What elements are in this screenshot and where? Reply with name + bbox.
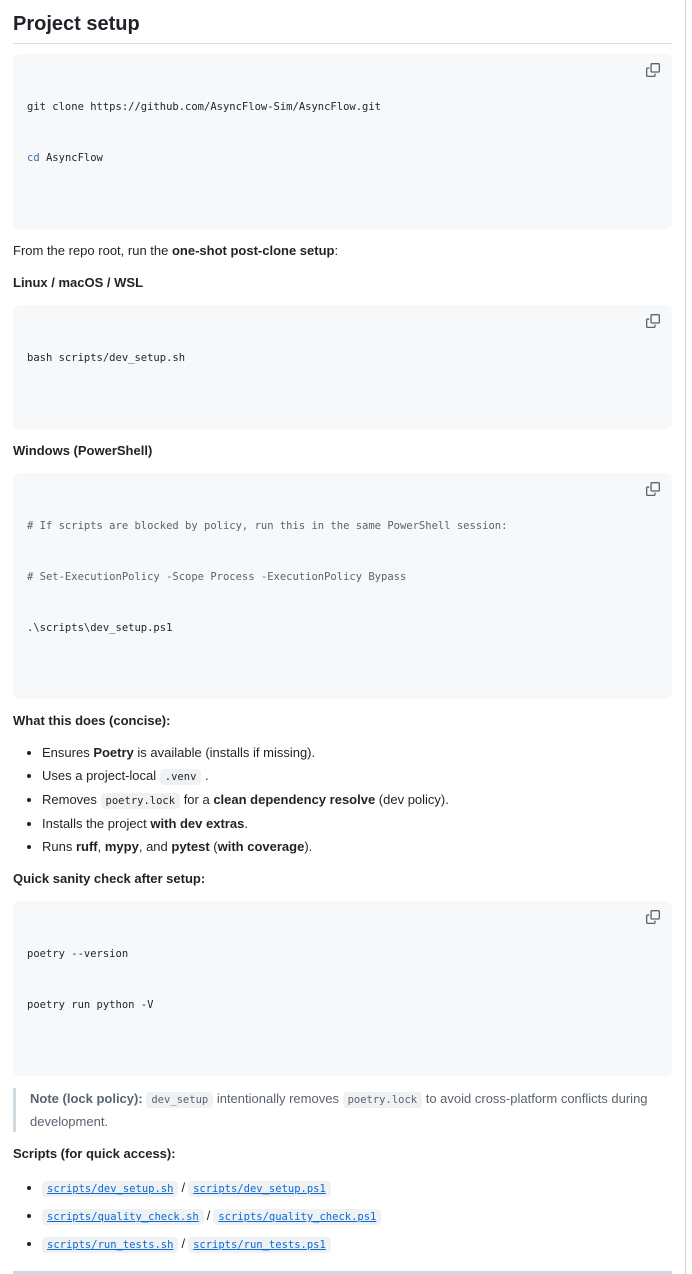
- code-comment-line: # Set-ExecutionPolicy -Scope Process -ExecutionPolicy Bypass: [27, 571, 407, 583]
- list-text: , and: [138, 839, 172, 854]
- list-bold-text: ruff: [75, 839, 98, 854]
- list-item: [42, 766, 672, 787]
- inline-code: .venv: [160, 769, 202, 785]
- heading-quick-sanity-check: Quick sanity check after setup:: [13, 871, 206, 886]
- code-line: poetry run python -V: [27, 999, 154, 1011]
- copy-button[interactable]: [642, 479, 664, 501]
- list-item: [42, 1232, 672, 1257]
- link-run-tests-sh[interactable]: scripts/run_tests.sh: [42, 1237, 178, 1253]
- note-label: Note (lock policy):: [30, 1091, 143, 1106]
- intro-text: From the repo root, run the: [13, 243, 172, 258]
- code-block-clone: [13, 54, 672, 229]
- heading-windows-powershell: Windows (PowerShell): [13, 443, 153, 458]
- copy-icon: [646, 314, 660, 331]
- list-bold-text: Poetry: [93, 745, 134, 760]
- list-bold-text: clean dependency resolve: [213, 792, 376, 807]
- list-bold-text: pytest: [171, 839, 210, 854]
- heading-scripts-quick-access: Scripts (for quick access):: [13, 1146, 176, 1161]
- list-text: (: [209, 839, 218, 854]
- list-text: ,: [97, 839, 105, 854]
- copy-icon: [646, 482, 660, 499]
- inline-code: poetry.lock: [101, 793, 181, 809]
- copy-icon: [646, 910, 660, 927]
- note-text: to avoid cross-platform conflicts during development.: [30, 1091, 648, 1129]
- inline-code: poetry.lock: [343, 1092, 423, 1108]
- link-quality-check-sh[interactable]: scripts/quality_check.sh: [42, 1209, 204, 1225]
- copy-button[interactable]: [642, 60, 664, 82]
- intro-text: :: [334, 243, 339, 258]
- list-bold-text: with dev extras: [150, 816, 245, 831]
- separator: /: [181, 1180, 186, 1195]
- inline-code: dev_setup: [146, 1092, 213, 1108]
- shell-keyword: cd: [27, 152, 40, 164]
- intro-bold-text: one-shot post-clone setup: [171, 243, 335, 258]
- shell-arg: AsyncFlow: [39, 152, 103, 164]
- list-text: Ensures: [42, 745, 94, 760]
- code-line: poetry --version: [27, 948, 129, 960]
- heading-linux-macos-wsl: Linux / macOS / WSL: [13, 275, 144, 290]
- list-text: ).: [304, 839, 313, 854]
- list-text: .: [201, 768, 209, 783]
- list-text: Installs the project: [42, 816, 151, 831]
- note-blockquote: [13, 1088, 672, 1132]
- link-run-tests-ps1[interactable]: scripts/run_tests.ps1: [188, 1237, 331, 1253]
- note-text: intentionally removes: [213, 1091, 343, 1106]
- separator: /: [181, 1236, 186, 1251]
- copy-button[interactable]: [642, 311, 664, 333]
- scripts-links-list: [13, 1176, 672, 1257]
- list-item: [42, 790, 672, 811]
- list-item: [42, 837, 672, 857]
- list-text: is available (installs if missing).: [133, 745, 316, 760]
- list-text: Removes: [42, 792, 101, 807]
- code-block-sanity-check: [13, 901, 672, 1076]
- page-title: Project setup: [13, 12, 672, 44]
- copy-icon: [646, 63, 660, 80]
- copy-button[interactable]: [642, 907, 664, 929]
- code-block-powershell-setup: [13, 473, 672, 699]
- list-item: [42, 814, 672, 834]
- link-dev-setup-ps1[interactable]: scripts/dev_setup.ps1: [188, 1181, 331, 1197]
- heading-what-this-does: What this does (concise):: [13, 713, 171, 728]
- list-text: Runs: [42, 839, 76, 854]
- code-comment-line: # If scripts are blocked by policy, run this in the same PowerShell session:: [27, 520, 508, 532]
- list-item: [42, 1176, 672, 1201]
- list-item: [42, 1204, 672, 1229]
- code-line: .\scripts\dev_setup.ps1: [27, 622, 173, 634]
- list-text: .: [244, 816, 248, 831]
- code-block-bash-setup: [13, 305, 672, 429]
- link-dev-setup-sh[interactable]: scripts/dev_setup.sh: [42, 1181, 178, 1197]
- list-text: for a: [180, 792, 214, 807]
- link-quality-check-ps1[interactable]: scripts/quality_check.ps1: [213, 1209, 381, 1225]
- list-text: (dev policy).: [375, 792, 449, 807]
- intro-paragraph: [13, 241, 672, 261]
- what-this-does-list: [13, 743, 672, 857]
- list-text: Uses a project-local: [42, 768, 160, 783]
- list-bold-text: with coverage: [217, 839, 305, 854]
- separator: /: [206, 1208, 211, 1223]
- list-bold-text: mypy: [104, 839, 139, 854]
- code-line: bash scripts/dev_setup.sh: [27, 352, 186, 364]
- code-line: git clone https://github.com/AsyncFlow-Sim/AsyncFlow.git: [27, 101, 382, 113]
- list-item: [42, 743, 672, 763]
- code-line: [27, 150, 658, 167]
